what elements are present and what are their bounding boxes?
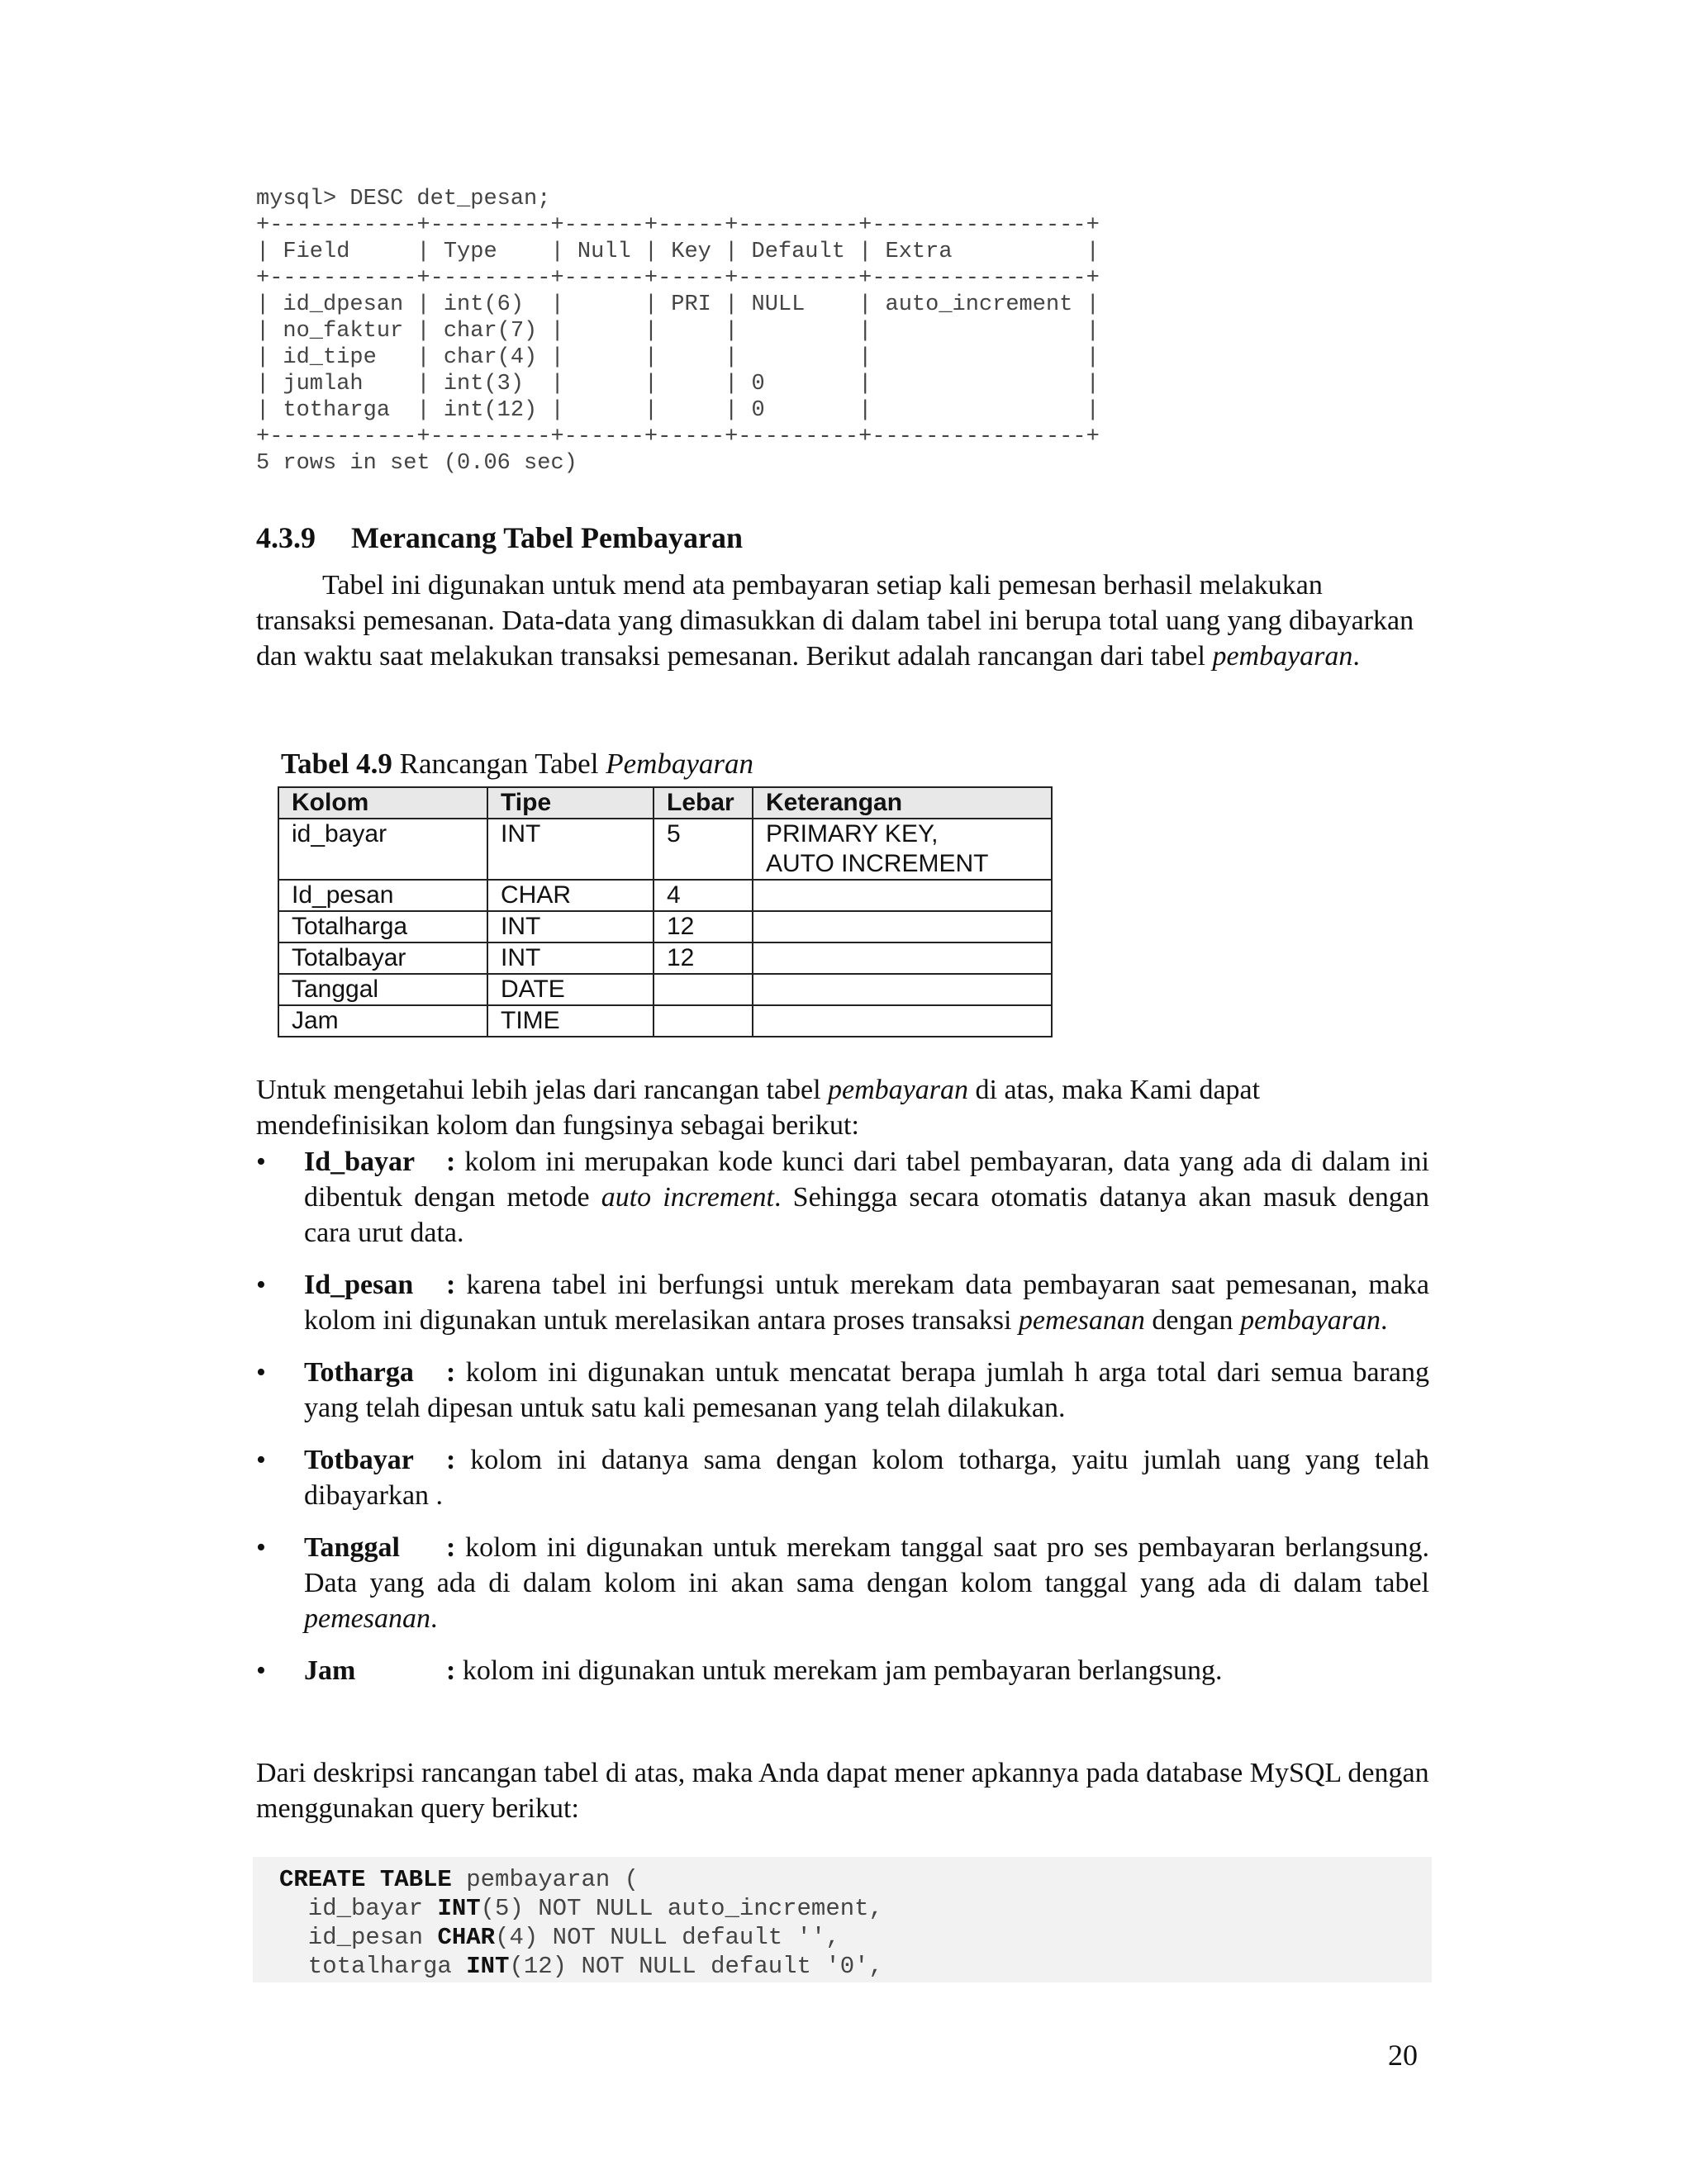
table-header-cell: Kolom bbox=[278, 787, 487, 819]
list-item-term: Tanggal bbox=[304, 1532, 400, 1563]
list-item-italic: pembayaran bbox=[1240, 1305, 1381, 1336]
intro-italic: pembayaran bbox=[1212, 641, 1353, 672]
table-cell: TIME bbox=[487, 1005, 654, 1037]
code-line bbox=[279, 1953, 883, 1980]
table-cell: id_bayar bbox=[278, 819, 487, 880]
code-text: (12) NOT NULL default '0', bbox=[509, 1953, 883, 1980]
explain-text: Untuk mengetahui lebih jelas dari rancangan tabel bbox=[256, 1075, 829, 1105]
console-footer: 5 rows in set (0.06 sec) bbox=[256, 451, 577, 476]
bullet-icon: • bbox=[256, 1270, 266, 1300]
list-item-term: Jam bbox=[304, 1655, 356, 1686]
code-text: pembayaran ( bbox=[451, 1866, 639, 1893]
code-line bbox=[279, 1866, 639, 1893]
mysql-console-output bbox=[256, 186, 1100, 477]
table-row bbox=[278, 1005, 1052, 1037]
table-header-cell: Keterangan bbox=[753, 787, 1052, 819]
caption-text: Rancangan Tabel bbox=[392, 748, 606, 780]
list-item-text: kolom ini datanya sama dengan kolom totharga, yaitu jumlah uang yang telah dibayarkan . bbox=[304, 1445, 1429, 1511]
code-line bbox=[279, 1924, 840, 1951]
table-cell: CHAR bbox=[487, 880, 654, 911]
table-header-cell: Tipe bbox=[487, 787, 654, 819]
table-cell: 12 bbox=[654, 911, 753, 942]
table-cell: DATE bbox=[487, 974, 654, 1005]
list-item bbox=[256, 1355, 1429, 1426]
list-item-text: kolom ini digunakan untuk merekam jam pembayaran berlangsung. bbox=[462, 1655, 1223, 1686]
list-item bbox=[256, 1530, 1429, 1636]
section-number: 4.3.9 bbox=[256, 521, 316, 554]
code-line bbox=[279, 1895, 883, 1922]
list-item-text: kolom ini digunakan untuk merekam tanggal saat pro ses pembayaran berlangsung. Data yang ada di dalam kolom ini akan sama dengan kolom tanggal yang ada di dalam tabel bbox=[304, 1532, 1429, 1598]
code-text: (5) NOT NULL auto_increment, bbox=[480, 1895, 883, 1922]
bullet-icon: • bbox=[256, 1357, 266, 1388]
explain-text-after: di atas, maka Kami dapat mendefinisikan kolom dan fungsinya sebagai berikut: bbox=[256, 1075, 1261, 1141]
code-text: (4) NOT NULL default '', bbox=[495, 1924, 840, 1951]
list-item bbox=[256, 1653, 1429, 1688]
console-border: +-----------+---------+------+-----+---------+----------------+ bbox=[256, 213, 1100, 238]
code-keyword: INT bbox=[466, 1953, 510, 1980]
table-cell bbox=[753, 880, 1052, 911]
table-cell: INT bbox=[487, 911, 654, 942]
bullet-icon: • bbox=[256, 1147, 266, 1177]
list-item-text-after: . bbox=[1381, 1305, 1388, 1336]
explain-paragraph bbox=[256, 1072, 1429, 1143]
code-text: totalharga bbox=[279, 1953, 467, 1980]
table-cell: 5 bbox=[654, 819, 753, 880]
bullet-icon: • bbox=[256, 1655, 266, 1686]
list-item-colon: : bbox=[446, 1357, 466, 1388]
list-item-text-after: . bbox=[430, 1603, 438, 1634]
console-row: | id_dpesan | int(6) | | PRI | NULL | auto_increment | bbox=[256, 292, 1100, 317]
table-row bbox=[278, 911, 1052, 942]
table-row bbox=[278, 942, 1052, 974]
table-cell: INT bbox=[487, 942, 654, 974]
caption-label: Tabel 4.9 bbox=[281, 748, 392, 780]
table-cell bbox=[654, 1005, 753, 1037]
table-cell bbox=[753, 911, 1052, 942]
table-caption bbox=[281, 748, 753, 781]
table-cell bbox=[654, 974, 753, 1005]
table-cell: 4 bbox=[654, 880, 753, 911]
list-item-colon: : bbox=[446, 1270, 467, 1300]
console-header-row: | Field | Type | Null | Key | Default | Extra | bbox=[256, 240, 1100, 264]
list-item-text-after: . Sehingga secara otomatis datanya akan masuk dengan cara urut data. bbox=[304, 1182, 1429, 1248]
column-description-list bbox=[256, 1144, 1429, 1705]
table-cell: Totalharga bbox=[278, 911, 487, 942]
list-item-italic: pemesanan bbox=[1018, 1305, 1145, 1336]
table-cell: INT bbox=[487, 819, 654, 880]
list-item bbox=[256, 1267, 1429, 1338]
console-row: | totharga | int(12) | | | 0 | | bbox=[256, 398, 1100, 423]
design-table bbox=[278, 786, 1053, 1037]
list-item-colon: : bbox=[446, 1445, 471, 1475]
explain-italic: pembayaran bbox=[828, 1075, 968, 1105]
caption-italic: Pembayaran bbox=[606, 748, 754, 780]
table-cell: Totalbayar bbox=[278, 942, 487, 974]
list-item-italic: auto increment bbox=[601, 1182, 774, 1213]
list-item-term: Id_bayar bbox=[304, 1147, 416, 1177]
table-cell: Id_pesan bbox=[278, 880, 487, 911]
code-text: id_bayar bbox=[279, 1895, 438, 1922]
list-item bbox=[256, 1442, 1429, 1513]
list-item-italic: pemesanan bbox=[304, 1603, 430, 1634]
list-item-colon: : bbox=[446, 1655, 463, 1686]
console-border: +-----------+---------+------+-----+---------+----------------+ bbox=[256, 266, 1100, 291]
console-row: | jumlah | int(3) | | | 0 | | bbox=[256, 372, 1100, 396]
table-row bbox=[278, 974, 1052, 1005]
console-prompt: mysql> DESC det_pesan; bbox=[256, 187, 551, 211]
table-cell: 12 bbox=[654, 942, 753, 974]
table-row bbox=[278, 819, 1052, 880]
console-border: +-----------+---------+------+-----+---------+----------------+ bbox=[256, 425, 1100, 449]
section-title: Merancang Tabel Pembayaran bbox=[351, 521, 743, 554]
list-item-text: karena tabel ini berfungsi untuk merekam data pembayaran saat pemesanan, maka kolom ini digunakan untuk merelasikan antara proses transaksi bbox=[304, 1270, 1430, 1336]
console-row: | no_faktur | char(7) | | | | | bbox=[256, 319, 1100, 344]
table-cell: PRIMARY KEY, AUTO INCREMENT bbox=[753, 819, 1052, 880]
code-text: id_pesan bbox=[279, 1924, 438, 1951]
list-item-term: Id_pesan bbox=[304, 1270, 414, 1300]
intro-paragraph bbox=[256, 567, 1429, 674]
table-cell: Tanggal bbox=[278, 974, 487, 1005]
list-item-colon: : bbox=[446, 1147, 465, 1177]
table-cell bbox=[753, 1005, 1052, 1037]
table-cell bbox=[753, 974, 1052, 1005]
table-cell bbox=[753, 942, 1052, 974]
section-heading bbox=[256, 520, 743, 555]
table-row bbox=[278, 880, 1052, 911]
page-number: 20 bbox=[1388, 2039, 1418, 2072]
console-row: | id_tipe | char(4) | | | | | bbox=[256, 345, 1100, 370]
intro-end: . bbox=[1352, 641, 1360, 672]
list-item-colon: : bbox=[446, 1532, 466, 1563]
bullet-icon: • bbox=[256, 1445, 266, 1475]
table-cell: Jam bbox=[278, 1005, 487, 1037]
intro-text: Tabel ini digunakan untuk mend ata pembayaran setiap kali pemesan berhasil melakukan transaksi pemesanan. Data-data yang dimasukkan di dalam tabel ini berupa total uang yang dibayarkan dan waktu saat melakukan transaksi pemesanan. Berikut adalah rancangan dari tabel bbox=[256, 570, 1414, 672]
code-keyword: CREATE TABLE bbox=[279, 1866, 452, 1893]
list-item-term: Totharga bbox=[304, 1357, 414, 1388]
closing-paragraph: Dari deskripsi rancangan tabel di atas, maka Anda dapat mener apkannya pada database MySQL dengan menggunakan query berikut: bbox=[256, 1758, 1429, 1824]
table-header-cell: Lebar bbox=[654, 787, 753, 819]
list-item-text: kolom ini digunakan untuk mencatat berapa jumlah h arga total dari semua barang yang telah dipesan untuk satu kali pemesanan yang telah dilakukan. bbox=[304, 1357, 1429, 1423]
list-item bbox=[256, 1144, 1429, 1251]
code-keyword: CHAR bbox=[437, 1924, 496, 1951]
code-keyword: INT bbox=[437, 1895, 481, 1922]
bullet-icon: • bbox=[256, 1532, 266, 1563]
list-item-term: Totbayar bbox=[304, 1445, 414, 1475]
list-item-text-after: dengan bbox=[1144, 1305, 1241, 1336]
list-item-text: kolom ini merupakan kode kunci dari tabel pembayaran, data yang ada di dalam ini dibentuk dengan metode bbox=[304, 1147, 1429, 1213]
table-header-row bbox=[278, 787, 1052, 819]
sql-code-block bbox=[253, 1857, 1432, 1982]
